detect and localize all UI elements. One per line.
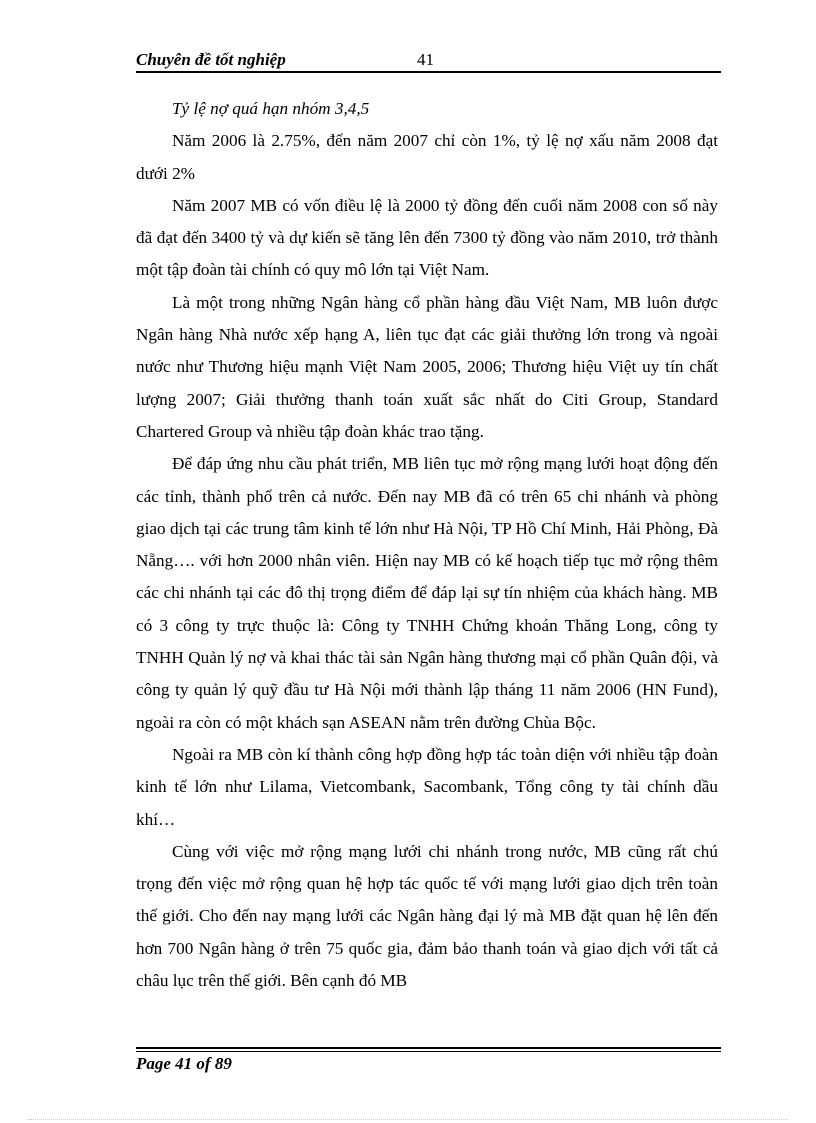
paragraph-charter-capital: Năm 2007 MB có vốn điều lệ là 2000 tỷ đồng đến cuối năm 2008 con số này đã đạt đến 3400 tỷ và dự kiến sẽ tăng lên đến 7300 tỷ đồng vào năm 2010, trở thành một tập đoàn tài chính có quy mô lớn tại Việt Nam. [136,195,718,280]
paragraph-network-expansion: Để đáp ứng nhu cầu phát triển, MB liên tục mở rộng mạng lưới hoạt động đến các tỉnh, thành phố trên cả nước. Đến nay MB đã có trên 65 chi nhánh và phòng giao dịch tại các trung tâm kinh tế lớn như Hà Nội, TP Hồ Chí Minh, Hải Phòng, Đà Nẵng…. với hơn 2000 nhân viên. Hiện nay MB có kế hoạch tiếp tục mở rộng thêm các chi nhánh tại các đô thị trọng điểm để đáp lại sự tín nhiệm của khách hàng. MB có 3 công ty trực thuộc là: Công ty TNHH Chứng khoán Thăng Long, công ty TNHH Quản lý nợ và khai thác tài sản Ngân hàng thương mại cổ phần Quân đội, và công ty quản lý quỹ đầu tư Hà Nội mới thành lập tháng 11 năm 2006 (HN Fund), ngoài ra còn có một khách sạn ASEAN nằm trên đường Chùa Bộc. [136,454,718,732]
paragraph-npl-caption: Tỷ lệ nợ quá hạn nhóm 3,4,5 [172,99,370,118]
header-page-number: 41 [417,50,434,69]
paragraph-awards: Là một trong những Ngân hàng cổ phần hàng đầu Việt Nam, MB luôn được Ngân hàng Nhà nước xếp hạng A, liên tục đạt các giải thưởng lớn trong và ngoài nước như Thương hiệu mạnh Việt Nam 2005, 2006; Thương hiệu Việt uy tín chất lượng 2007; Giải thưởng thanh toán xuất sắc nhất do Citi Group, Standard Chartered Group và nhiều tập đoàn khác trao tặng. [136,292,718,441]
footer-divider-thick [136,1047,721,1049]
footer-divider-thin [136,1051,721,1052]
paragraph-npl-ratio: Năm 2006 là 2.75%, đến năm 2007 chỉ còn 1%, tỷ lệ nợ xấu năm 2008 đạt dưới 2% [136,131,718,183]
body-text [136,93,718,997]
paragraph-partnerships: Ngoài ra MB còn kí thành công hợp đồng hợp tác toàn diện với nhiều tập đoàn kinh tế lớn như Lilama, Vietcombank, Sacombank, Tổng công ty tài chính dầu khí… [136,744,718,829]
page-header [136,48,721,72]
footer-page-count: Page 41 of 89 [136,1054,232,1073]
page-bottom-edge [28,1119,788,1120]
header-divider [136,71,721,73]
document-title: Chuyên đề tốt nghiệp [136,50,286,69]
paragraph-international: Cùng với việc mở rộng mạng lưới chi nhánh trong nước, MB cũng rất chú trọng đến việc mở rộng quan hệ hợp tác quốc tế với mạng lưới giao dịch trên toàn thế giới. Cho đến nay mạng lưới các Ngân hàng đại lý mà MB đặt quan hệ lên đến hơn 700 Ngân hàng ở trên 75 quốc gia, đảm bảo thanh toán và giao dịch với tất cả châu lục trên thế giới. Bên cạnh đó MB [136,841,718,991]
